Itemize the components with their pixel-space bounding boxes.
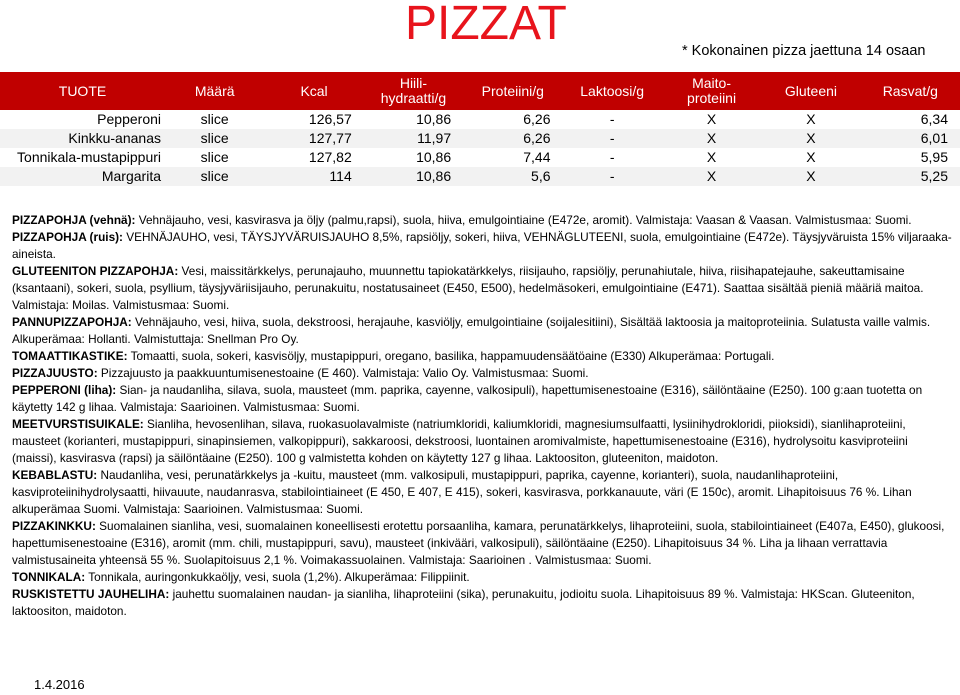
table-row [0, 148, 960, 167]
col-header-fat: Rasvat/g [861, 72, 960, 110]
ingredient-label: PANNUPIZZAPOHJA: [12, 315, 132, 329]
cell-gluten: X [761, 167, 860, 186]
ingredient-entry [12, 416, 952, 467]
ingredient-entry [12, 263, 952, 314]
col-header-protein: Proteiini/g [463, 72, 562, 110]
cell-fat: 5,25 [861, 167, 960, 186]
cell-kcal: 127,77 [264, 129, 363, 148]
ingredient-entry [12, 518, 952, 569]
ingredient-text: Tomaatti, suola, sokeri, kasvisöljy, mustapippuri, oregano, basilika, happamuudensäätöaine (E330) Alkuperämaa: Portugali. [127, 349, 775, 363]
cell-carbs: 11,97 [364, 129, 463, 148]
ingredient-label: TOMAATTIKASTIKE: [12, 349, 128, 363]
cell-milk-protein: X [662, 129, 761, 148]
ingredient-text: Sian- ja naudanliha, silava, suola, mausteet (mm. paprika, cayenne, valkosipuli), hapettumisenestoaine (E316), säilöntäaine (E250). 100 g:aan tuotetta on käytetty 142 g lihaa. Valmistaja: Saarioinen. Valmistusmaa: Suomi. [12, 383, 923, 414]
ingredient-label: PEPPERONI (liha): [12, 383, 117, 397]
ingredient-label: KEBABLASTU: [12, 468, 98, 482]
cell-carbs: 10,86 [364, 167, 463, 186]
cell-lactose: - [563, 148, 662, 167]
ingredient-label: GLUTEENITON PIZZAPOHJA: [12, 264, 179, 278]
col-header-lactose: Laktoosi/g [563, 72, 662, 110]
header-line: proteiini [687, 90, 737, 106]
ingredient-text: Vehnäjauho, vesi, kasvirasva ja öljy (palmu,rapsi), suola, hiiva, emulgointiaine (E472e, aromit). Valmistaja: Vaasan & Vaasan. Valmistusmaa: Suomi. [135, 213, 912, 227]
cell-amount: slice [165, 148, 264, 167]
ingredient-label: TONNIKALA: [12, 570, 86, 584]
cell-gluten: X [761, 129, 860, 148]
page-title: PIZZAT [405, 0, 567, 50]
ingredient-label: RUSKISTETTU JAUHELIHA: [12, 587, 170, 601]
nutrition-table [0, 72, 960, 186]
cell-milk-protein: X [662, 167, 761, 186]
cell-fat: 6,01 [861, 129, 960, 148]
ingredient-entry [12, 569, 952, 586]
cell-amount: slice [165, 129, 264, 148]
ingredient-text: Naudanliha, vesi, perunatärkkelys ja -kuitu, mausteet (mm. valkosipuli, mustapippuri, paprika, cayenne, korianteri), suola, naudanlihaproteiini, kasviproteiinihydrolysaatti, hiivauute, naudanrasva, stabilointiaineet (E 450, E 407, E 415), sokeri, kasvirasva, porkkanauute, väri (E 150c), aromit. Lihapitoisuus 76 %. Lihan alkuperämaa Suomi. Valmistaja: Saarioinen. Valmistusmaa: Suomi. [12, 468, 912, 516]
col-header-amount: Määrä [165, 72, 264, 110]
cell-protein: 6,26 [463, 129, 562, 148]
ingredient-entry [12, 314, 952, 348]
cell-product-name: Pepperoni [0, 110, 165, 129]
cell-product-name: Tonnikala-mustapippuri [0, 148, 165, 167]
ingredient-text: VEHNÄJAUHO, vesi, TÄYSJYVÄRUISJAUHO 8,5%, rapsiöljy, sokeri, hiiva, VEHNÄGLUTEENI, suola, emulgointiaine (E472e). Täysjyväruista 15% viljaraaka-aineista. [12, 230, 952, 261]
ingredient-text: Pizzajuusto ja paakkuuntumisenestoaine (E 460). Valmistaja: Valio Oy. Valmistusmaa: Suomi. [97, 366, 589, 380]
col-header-carbs [364, 72, 463, 110]
ingredient-entry [12, 467, 952, 518]
cell-lactose: - [563, 167, 662, 186]
cell-fat: 5,95 [861, 148, 960, 167]
ingredient-entry [12, 348, 952, 365]
cell-product-name: Kinkku-ananas [0, 129, 165, 148]
cell-lactose: - [563, 110, 662, 129]
ingredient-text: Sianliha, hevosenlihan, silava, ruokasuolavalmiste (natriumkloridi, kaliumkloridi, magnesiumsulfaatti, lysiinihydrokloridi, piioksidi), sianlihaproteiini, mausteet (korianteri, mustapippuri, sinapinsiemen, valkopippuri), sakkaroosi, dekstroosi, luontainen aromivalmiste, hapettumisenestoaine (E316), hydrolysoitu kasviproteiini (maissi), kasvirasva (rapsi) ja säilöntäaine (E250). 100 g valmistetta kohden on käytetty 127 g lihaa. Laktoositon, gluteeniton, maidoton. [12, 417, 908, 465]
header-line: Maito- [692, 75, 732, 91]
ingredient-entry [12, 382, 952, 416]
cell-carbs: 10,86 [364, 148, 463, 167]
cell-carbs: 10,86 [364, 110, 463, 129]
cell-amount: slice [165, 110, 264, 129]
serving-note: * Kokonainen pizza jaettuna 14 osaan [682, 43, 926, 59]
ingredient-text: Vesi, maissitärkkelys, perunajauho, muunnettu tapiokatärkkelys, riisijauho, rapsiöljy, perunahiutale, hiiva, riisihapatejauhe, sakeuttamisaine (ksantaani), sokeri, suola, psyllium, täysjyväriisijauho, perunakuitu, nostatusaineet (E450, E500), hedelmäsokeri, emulgointiaine (E471). Saattaa sisältää pieniä määriä maitoa. Valmistaja: Moilas. Valmistusmaa: Suomi. [12, 264, 924, 312]
ingredient-text: Suomalainen sianliha, vesi, suomalainen koneellisesti erotettu porsaanliha, kamara, perunatärkkelys, lihaproteiini, suola, stabilointiaineet (E407a, E450), glukoosi, hapettumisenestoaine (E316), aromit (mm. chili, mustapippuri, savu), mausteet (inkivääri, valkosipuli), säilöntäaine (E250). Lihapitoisuus 34 %. Liha ja lihaan verrattavia valmistusaineita yhteensä 55 %. Suolapitoisuus 2,1 %. Voimakassuolainen. Valmistaja: Saarioinen . Valmistusmaa: Suomi. [12, 519, 945, 567]
ingredient-text: Tonnikala, auringonkukkaöljy, vesi, suola (1,2%). Alkuperämaa: Filippiinit. [85, 570, 470, 584]
cell-protein: 7,44 [463, 148, 562, 167]
ingredient-label: PIZZAKINKKU: [12, 519, 96, 533]
cell-fat: 6,34 [861, 110, 960, 129]
header-line: Hiili- [399, 75, 428, 91]
cell-gluten: X [761, 148, 860, 167]
ingredient-entry [12, 229, 952, 263]
col-header-kcal: Kcal [264, 72, 363, 110]
ingredient-entry [12, 212, 952, 229]
cell-protein: 6,26 [463, 110, 562, 129]
table-row [0, 129, 960, 148]
ingredient-entry [12, 586, 952, 620]
ingredient-text: jauhettu suomalainen naudan- ja sianliha, lihaproteiini (sika), perunakuitu, jodioitu suola. Lihapitoisuus 89 %. Valmistaja: HKScan. Gluteeniton, laktoositon, maidoton. [12, 587, 915, 618]
col-header-milk-protein [662, 72, 761, 110]
cell-kcal: 114 [264, 167, 363, 186]
cell-lactose: - [563, 129, 662, 148]
ingredient-entry [12, 365, 952, 382]
cell-amount: slice [165, 167, 264, 186]
cell-product-name: Margarita [0, 167, 165, 186]
ingredient-label: PIZZAPOHJA (ruis): [12, 230, 123, 244]
ingredient-label: PIZZAJUUSTO: [12, 366, 98, 380]
table-header-row [0, 72, 960, 110]
header-line: hydraatti/g [380, 90, 447, 106]
cell-milk-protein: X [662, 110, 761, 129]
cell-kcal: 126,57 [264, 110, 363, 129]
cell-kcal: 127,82 [264, 148, 363, 167]
cell-gluten: X [761, 110, 860, 129]
cell-milk-protein: X [662, 148, 761, 167]
ingredient-label: MEETVURSTISUIKALE: [12, 417, 144, 431]
cell-protein: 5,6 [463, 167, 562, 186]
ingredient-text: Vehnäjauho, vesi, hiiva, suola, dekstroosi, herajauhe, kasviöljy, emulgointiaine (soijalesitiini), Sisältää laktoosia ja maitoproteiinia. Sulatusta vaille valmis. Alkuperämaa: Hollanti. Valmistuttaja: Snellman Pro Oy. [12, 315, 931, 346]
ingredients-list [12, 212, 952, 620]
table-row [0, 110, 960, 129]
ingredient-label: PIZZAPOHJA (vehnä): [12, 213, 136, 227]
col-header-product: TUOTE [0, 72, 165, 110]
table-row [0, 167, 960, 186]
date-label: 1.4.2016 [34, 677, 85, 692]
col-header-gluten: Gluteeni [761, 72, 860, 110]
